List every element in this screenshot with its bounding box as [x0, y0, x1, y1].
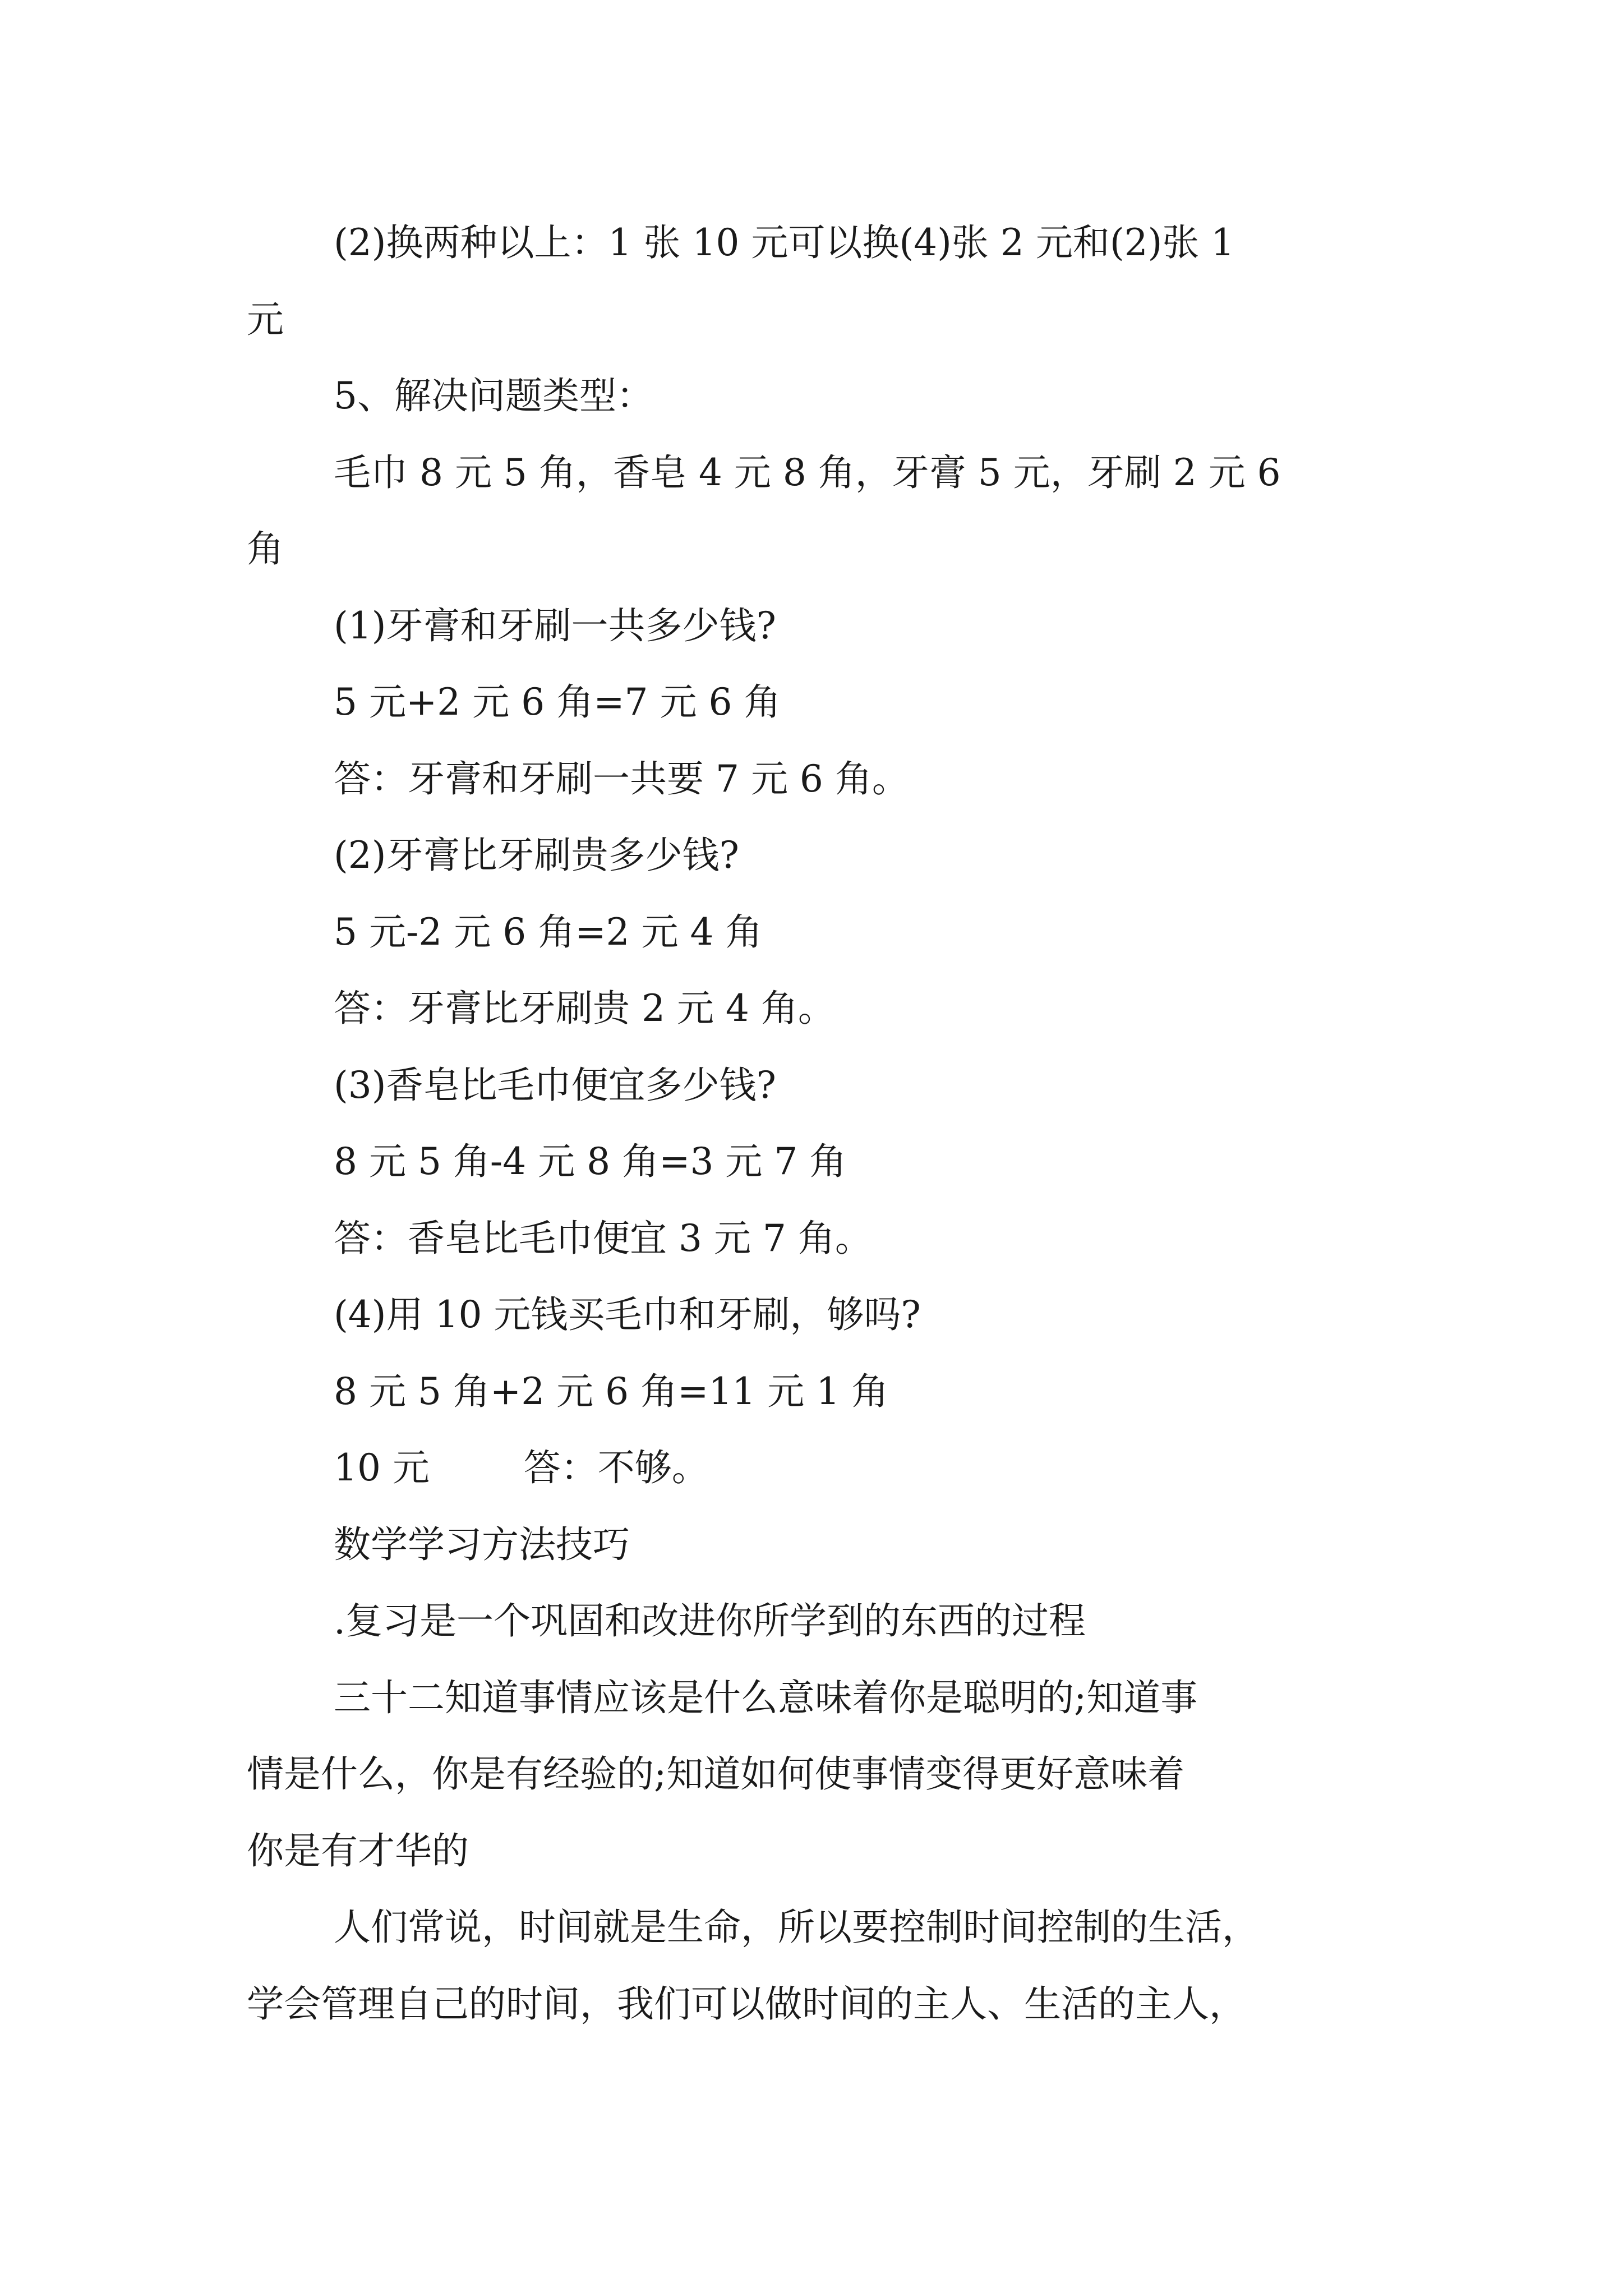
text-line: 答：牙膏和牙刷一共要 7 元 6 角。: [334, 757, 909, 800]
text-line: 元: [247, 298, 284, 341]
text-line: 角: [247, 527, 284, 570]
text-line: 10 元 答：不够。: [334, 1446, 709, 1489]
text-line: 5 元+2 元 6 角=7 元 6 角: [334, 680, 781, 724]
text-line: 毛巾 8 元 5 角，香皂 4 元 8 角，牙膏 5 元，牙刷 2 元 6: [334, 451, 1281, 494]
text-line: 学会管理自己的时间，我们可以做时间的主人、生活的主人，: [247, 1982, 1246, 2026]
text-line: (3)香皂比毛巾便宜多少钱?: [334, 1064, 776, 1107]
text-line: 你是有才华的: [247, 1829, 469, 1872]
text-line: 人们常说，时间就是生命，所以要控制时间控制的生活，: [334, 1906, 1259, 1949]
text-line: (2)牙膏比牙刷贵多少钱?: [334, 834, 739, 877]
text-line: 答：香皂比毛巾便宜 3 元 7 角。: [334, 1217, 872, 1260]
text-line: 5、解决问题类型：: [334, 374, 653, 417]
text-line: (2)换两种以上：1 张 10 元可以换(4)张 2 元和(2)张 1: [334, 221, 1235, 264]
text-line: (4)用 10 元钱买毛巾和牙刷，够吗?: [334, 1293, 921, 1336]
text-line: 8 元 5 角-4 元 8 角=3 元 7 角: [334, 1140, 847, 1183]
text-line: 答：牙膏比牙刷贵 2 元 4 角。: [334, 987, 835, 1030]
text-line: 8 元 5 角+2 元 6 角=11 元 1 角: [334, 1370, 889, 1413]
text-line: 数学学习方法技巧: [334, 1523, 630, 1566]
text-line: 三十二知道事情应该是什么意味着你是聪明的;知道事: [334, 1676, 1198, 1719]
text-line: 情是什么，你是有经验的;知道如何使事情变得更好意味着: [247, 1752, 1185, 1796]
text-line: (1)牙膏和牙刷一共多少钱?: [334, 604, 776, 647]
text-line: 5 元-2 元 6 角=2 元 4 角: [334, 910, 763, 954]
text-line: .复习是一个巩固和改进你所学到的东西的过程: [334, 1599, 1086, 1642]
